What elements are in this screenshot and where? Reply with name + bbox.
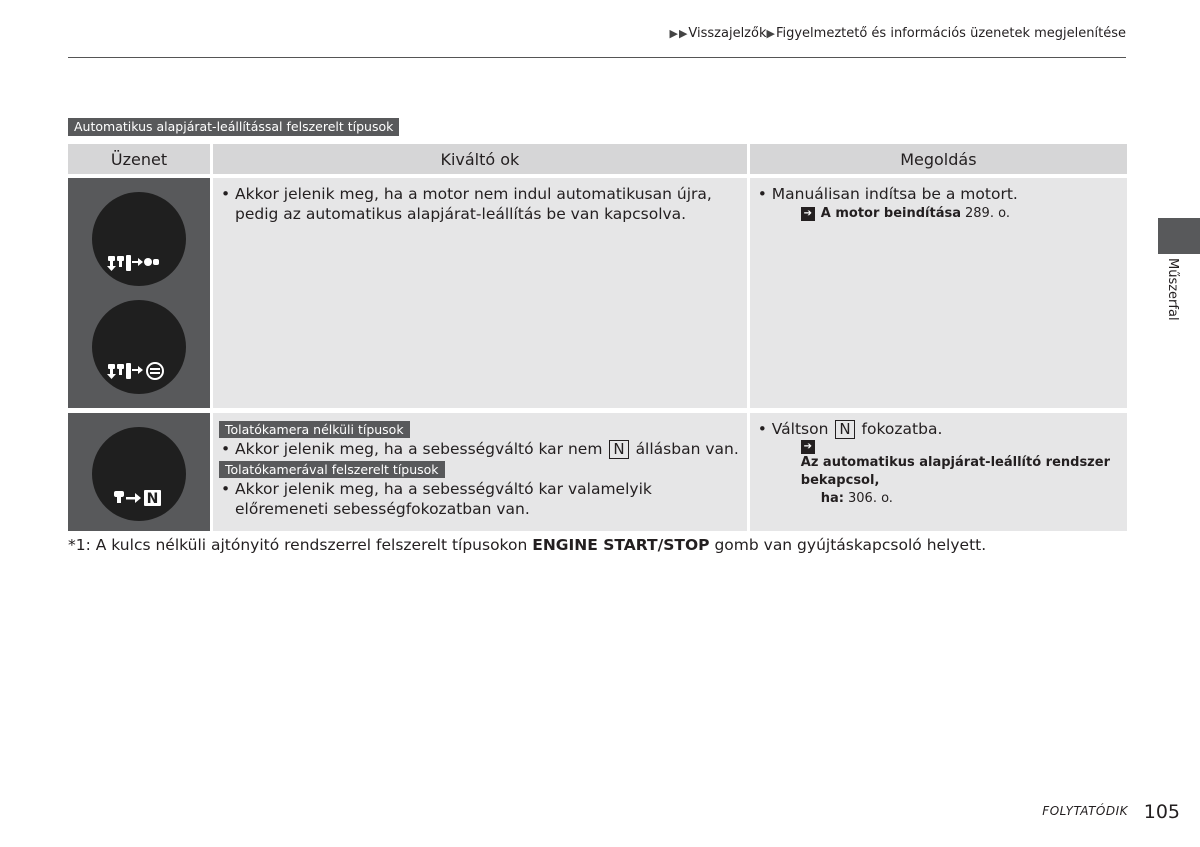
table-header-row [68, 144, 1127, 178]
message-icon-cell [68, 178, 213, 413]
header-message: Üzenet [68, 144, 213, 178]
cause-text: Akkor jelenik meg, ha a motor nem indul automatikusan újra, pedig az automatikus alapjárat-leállítás be van kapcsolva. [235, 185, 712, 223]
section-label: Automatikus alapjárat-leállítással felszerelt típusok [68, 118, 399, 136]
footnote [68, 536, 986, 554]
list-item: • Akkor jelenik meg, ha a motor nem indul automatikusan újra, pedig az automatikus alapjárat-leállítás be van kapcsolva. [219, 184, 739, 224]
list-item: • Manuálisan indítsa be a motort. [756, 184, 1117, 204]
chapter-tab [1158, 218, 1200, 254]
solution-cell [750, 178, 1127, 413]
cause-cell [213, 178, 750, 413]
display-shift-to-neutral-icon [92, 427, 186, 521]
display-auto-stop-engine-icon [92, 192, 186, 286]
reference-title: Az automatikus alapjárat-leállító rendszer bekapcsol, [800, 455, 1110, 488]
display-auto-stop-ignition-icon [92, 300, 186, 394]
reference-page: 306. o. [848, 491, 893, 506]
solution-text-post: fokozatba. [861, 420, 943, 438]
page-reference-continued[interactable] [801, 490, 1117, 508]
footnote-text-post: gomb van gyújtáskapcsoló helyett. [714, 536, 987, 554]
reference-page: 289. o. [965, 206, 1010, 221]
footnote-text-bold: ENGINE START/STOP [532, 536, 710, 554]
message-table [68, 144, 1127, 536]
cause-text-pre: Akkor jelenik meg, ha a sebességváltó kar nem [235, 440, 603, 458]
triangle-right-icon: ▶ [669, 27, 678, 40]
breadcrumb-part-2: Figyelmeztető és információs üzenetek megjelenítése [775, 26, 1126, 41]
cause-cell [213, 413, 750, 536]
solution-cell [750, 413, 1127, 536]
message-icon-cell [68, 413, 213, 536]
triangle-right-icon: ▶ [678, 27, 688, 40]
list-item: • Akkor jelenik meg, ha a sebességváltó kar valamelyik előremeneti sebességfokozatban van. [219, 479, 739, 519]
page-reference[interactable] [801, 205, 1117, 223]
table-row [68, 413, 1127, 536]
svg-text:N: N [146, 491, 159, 507]
cause-text: Akkor jelenik meg, ha a sebességváltó kar valamelyik előremeneti sebességfokozatban van. [235, 480, 652, 518]
list-item: • Váltson N fokozatba. [757, 420, 943, 438]
breadcrumb-part-1: Visszajelzők [688, 26, 767, 41]
footnote-text-pre: A kulcs nélküli ajtónyitó rendszerrel felszerelt típusokon [95, 536, 528, 554]
reference-title-cont: ha: [820, 491, 844, 506]
chapter-tab-label: Műszerfal [1165, 258, 1180, 321]
header-solution: Megoldás [750, 144, 1127, 178]
page-reference[interactable] [801, 440, 1117, 490]
solution-text-pre: Váltson [771, 420, 829, 438]
reference-arrow-icon: ➔ [801, 207, 815, 221]
page-number: 105 [1143, 801, 1180, 823]
reference-arrow-icon: ➔ [801, 440, 815, 454]
table-row [68, 178, 1127, 413]
gear-n-badge: N [609, 440, 628, 459]
solution-text: Manuálisan indítsa be a motort. [771, 185, 1018, 203]
reference-title: A motor beindítása [820, 206, 962, 221]
cause-text-post: állásban van. [635, 440, 739, 458]
breadcrumb [669, 26, 1126, 41]
type-label-no-camera: Tolatókamera nélküli típusok [219, 421, 410, 438]
continue-label: FOLYTATÓDIK [1042, 804, 1128, 818]
footnote-marker: *1: [68, 536, 91, 554]
header-cause: Kiváltó ok [213, 144, 750, 178]
header-divider [68, 57, 1126, 58]
list-item: • Akkor jelenik meg, ha a sebességváltó kar nem N állásban van. [221, 440, 739, 458]
triangle-right-icon: ▶ [766, 27, 775, 40]
gear-n-badge: N [835, 420, 854, 439]
type-label-with-camera: Tolatókamerával felszerelt típusok [219, 461, 445, 478]
